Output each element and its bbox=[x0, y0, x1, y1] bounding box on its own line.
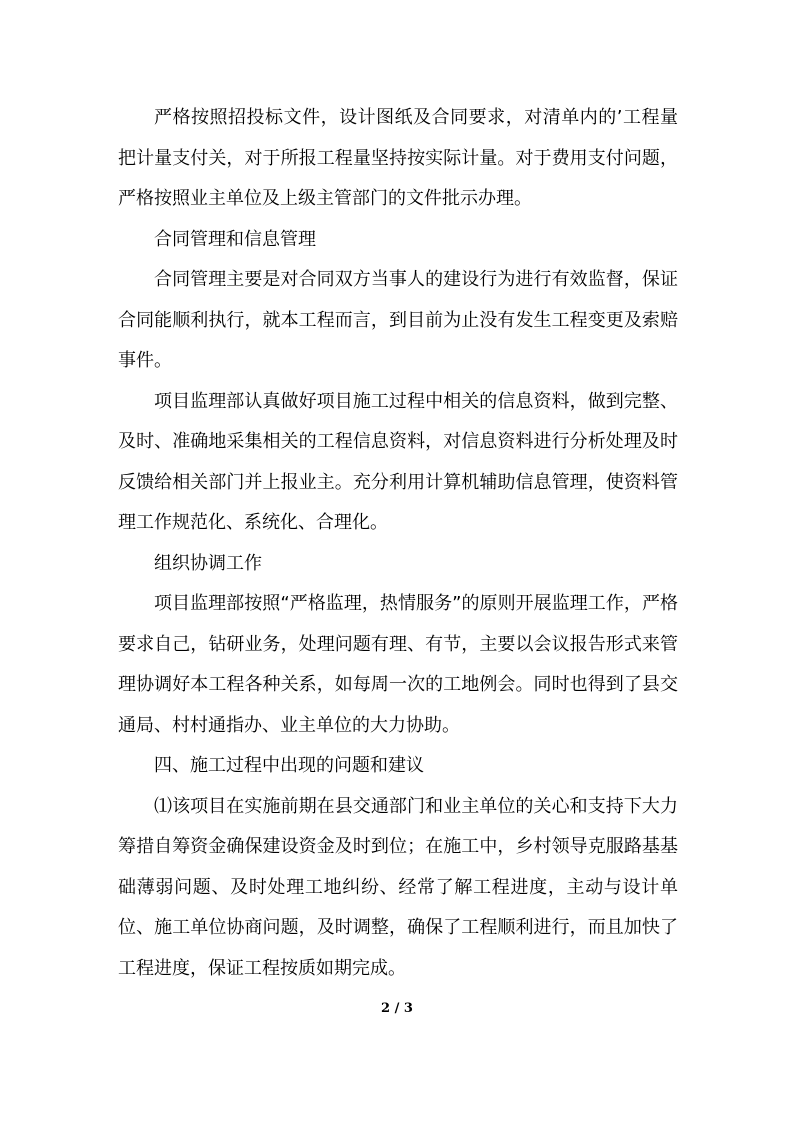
section-heading-contract-info: 合同管理和信息管理 bbox=[154, 228, 316, 250]
section-heading-issues-suggestions: 四、施工过程中出现的问题和建议 bbox=[154, 755, 424, 776]
paragraph-contract-management: 合同管理主要是对合同双方当事人的建设行为进行有效监督，保证合同能顺利执行，就本工程而言，到目前为止没有发生工程变更及索赔事件。 bbox=[118, 269, 678, 371]
section-heading-coordination: 组织协调工作 bbox=[154, 552, 262, 574]
paragraph-measurement-payment: 严格按照招投标文件，设计图纸及合同要求，对清单内的’工程量把计量支付关，对于所报工程量坚持按实际计量。对于费用支付问题，严格按照业主单位及上级主管部门的文件批示办理。 bbox=[118, 107, 678, 209]
paragraph-information-management: 项目监理部认真做好项目施工过程中相关的信息资料，做到完整、及时、准确地采集相关的工程信息资料，对信息资料进行分析处理及时反馈给相关部门并上报业主。充分利用计算机辅助信息管理，使资料管理工作规范化、系统化、合理化。 bbox=[118, 390, 678, 533]
page-number: 2 / 3 bbox=[381, 1001, 413, 1016]
paragraph-coordination: 项目监理部按照“严格监理，热情服务”的原则开展监理工作，严格要求自己，钻研业务，处理问题有理、有节，主要以会议报告形式来管理协调好本工程各种关系，如每周一次的工地例会。同时也得到了县交通局、村村通指办、业主单位的大力协助。 bbox=[118, 593, 678, 736]
document-body bbox=[118, 98, 678, 989]
paragraph-issue-1: ⑴该项目在实施前期在县交通部门和业主单位的关心和支持下大力筹措自筹资金确保建设资金及时到位；在施工中，乡村领导克服路基基础薄弱问题、及时处理工地纠纷、经常了解工程进度，主动与设计单位、施工单位协商问题，及时调整，确保了工程顺利进行，而且加快了工程进度，保证工程按质如期完成。 bbox=[118, 795, 678, 979]
